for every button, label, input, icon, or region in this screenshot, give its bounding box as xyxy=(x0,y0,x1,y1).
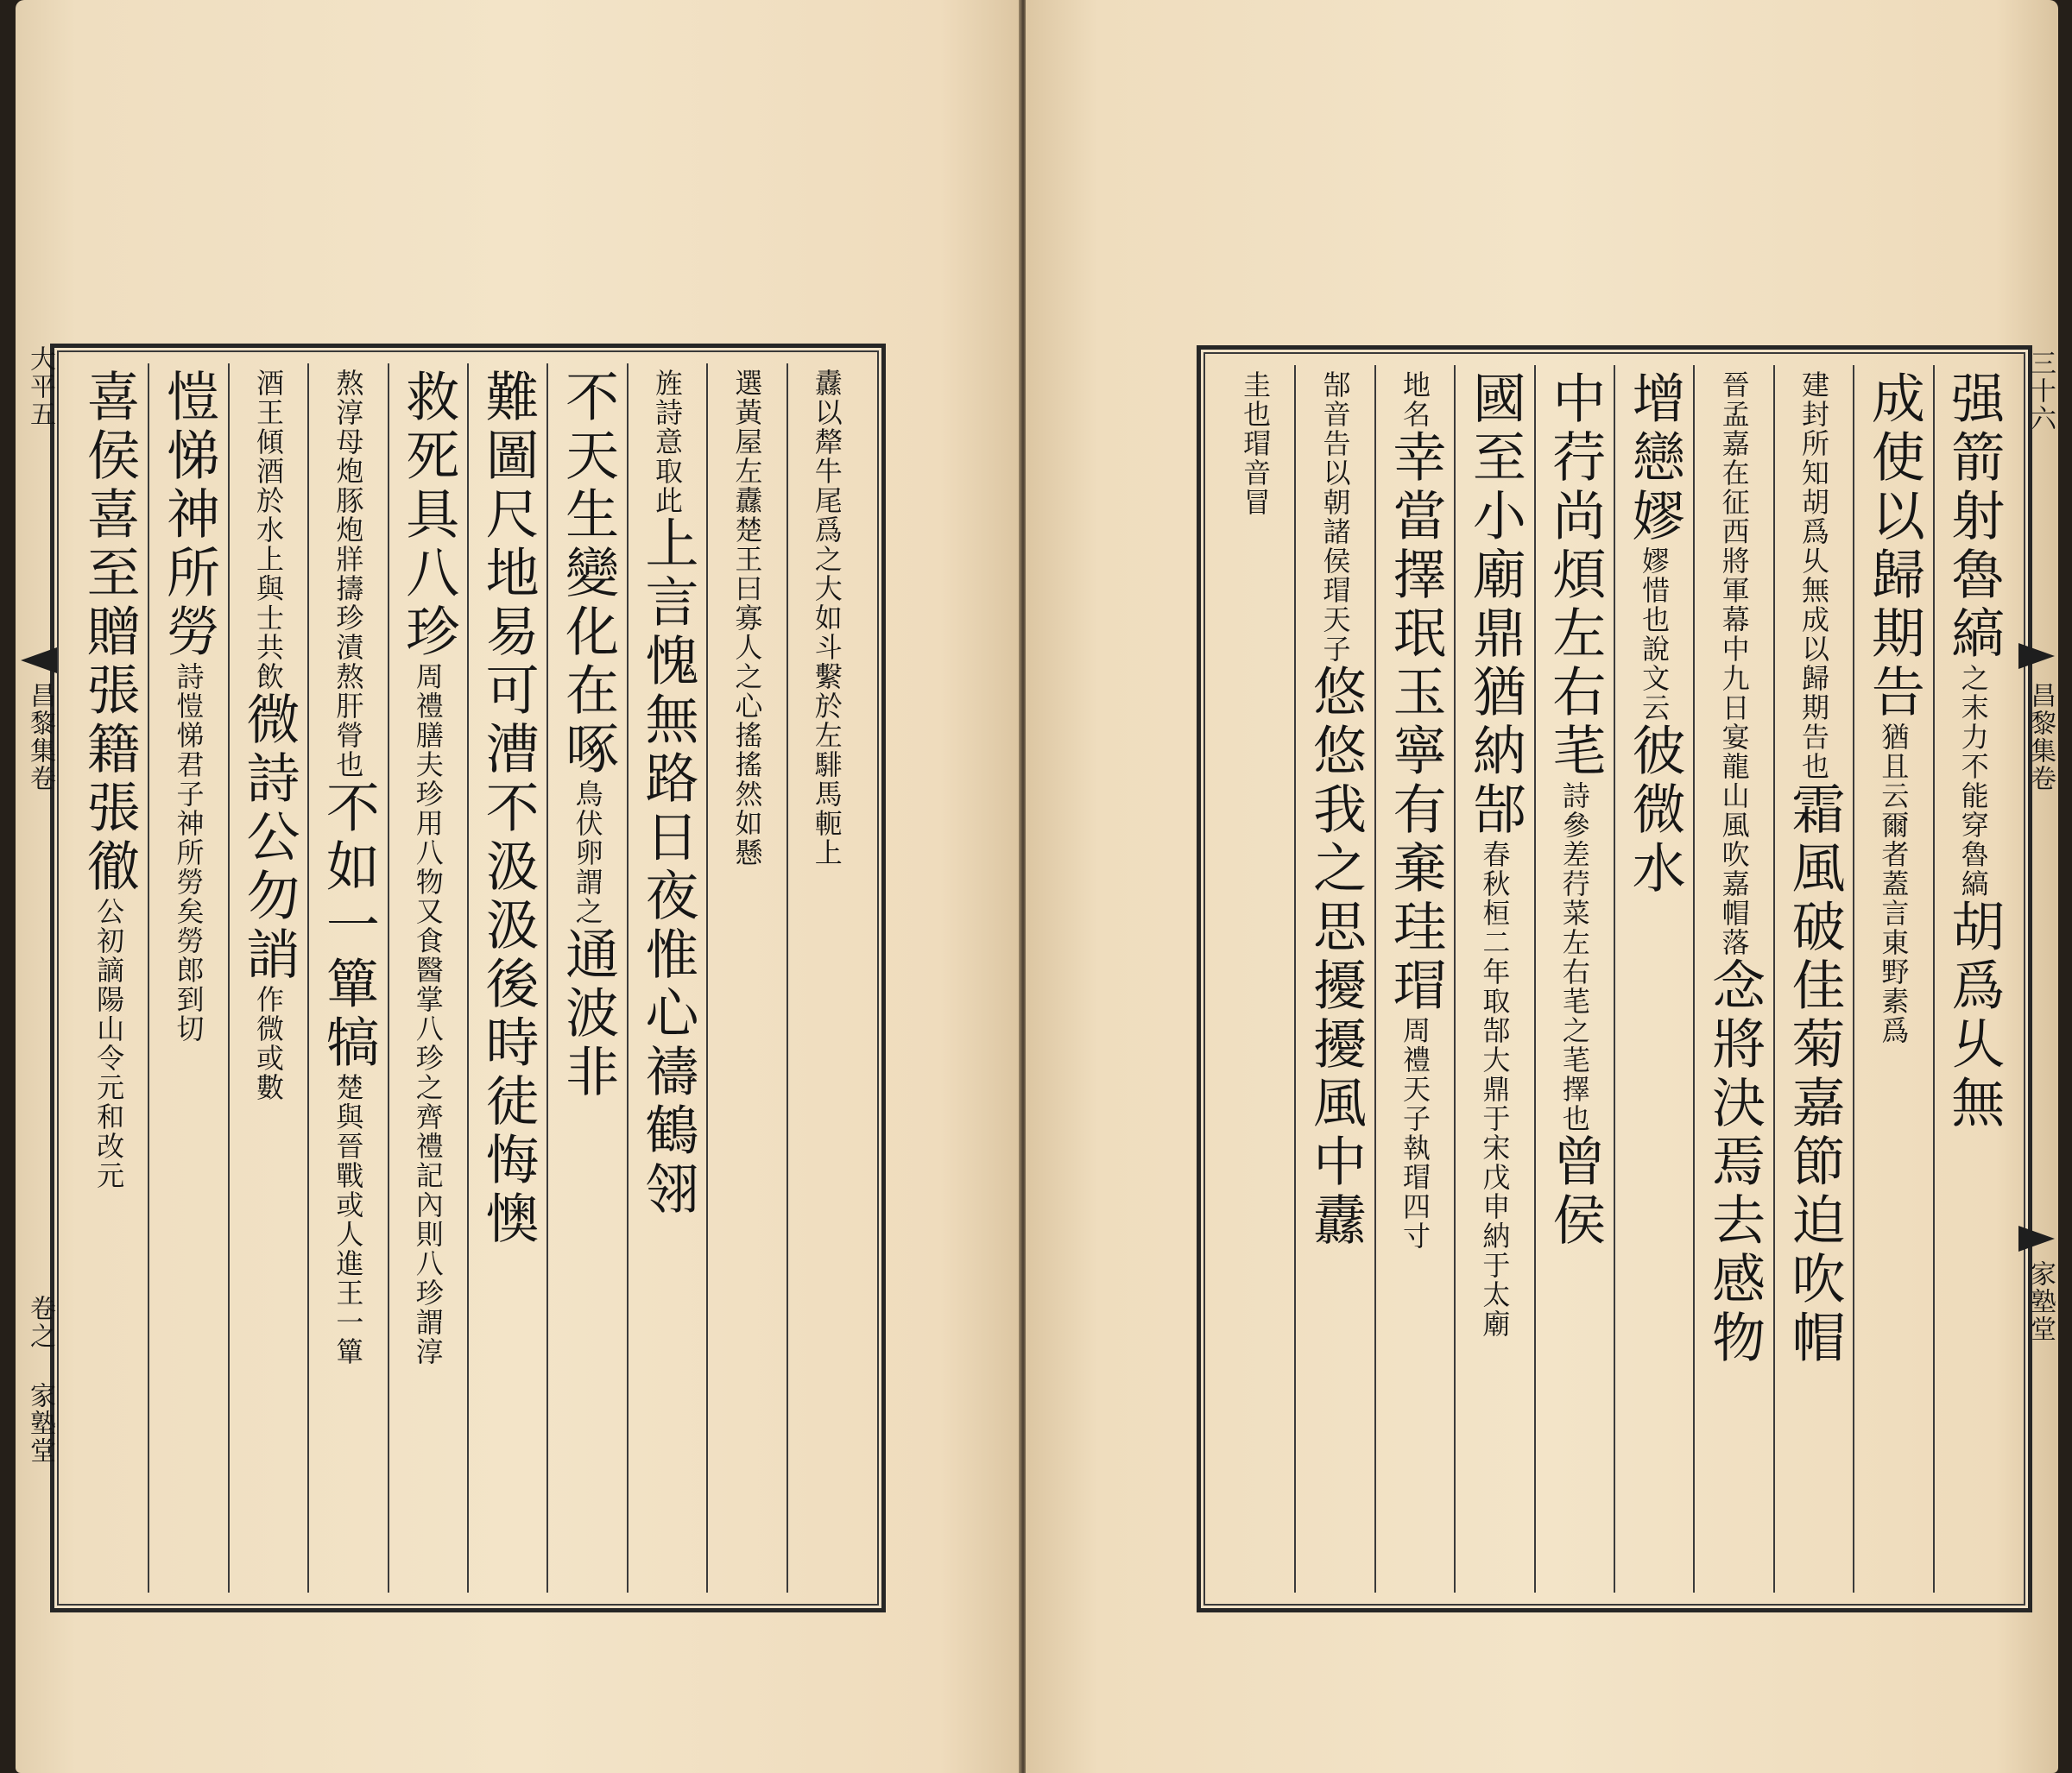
right-block-footer: 家塾堂 xyxy=(2025,1260,2056,1343)
commentary-text: 之末力不能穿魯縞 xyxy=(1956,664,1990,899)
commentary-text: 詩愷悌君子神所勞矣 xyxy=(172,662,205,926)
column-text xyxy=(1383,370,1447,1251)
commentary-text: 郜音告以朝諸侯瑁天子 xyxy=(1318,370,1352,664)
left-block-folio: 大平五 xyxy=(25,345,55,428)
commentary-text: 建封所知胡爲乆無成以歸期告也 xyxy=(1797,370,1830,781)
commentary-text: 晉孟嘉在征西將軍幕中九日宴龍山風吹嘉帽落 xyxy=(1717,370,1751,957)
commentary-text: 公初謫陽山令元和改元 xyxy=(92,897,126,1190)
commentary-text: 勞郎到切 xyxy=(172,926,205,1044)
text-column xyxy=(70,363,148,1593)
text-column xyxy=(1454,365,1533,1593)
main-text: 微詩公勿誚 xyxy=(237,691,300,985)
column-text xyxy=(635,369,699,1220)
commentary-text: 周禮膳夫珍用八物又食醫掌八珍之齊禮記內則八珍謂淳 xyxy=(411,662,445,1366)
column-text xyxy=(1623,370,1687,899)
main-text: 念將決焉去感物 xyxy=(1702,957,1766,1368)
main-text: 霜風破佳菊嘉節迫吹帽 xyxy=(1782,781,1846,1368)
text-column xyxy=(1693,365,1772,1593)
column-text xyxy=(1942,370,2006,1133)
commentary-text: 酒王傾酒於水上與士共飲 xyxy=(251,369,285,691)
right-block-title: 昌黎集卷 xyxy=(2025,682,2056,792)
main-text: 通波非 xyxy=(556,926,620,1102)
main-text: 不汲汲後時徒悔懊 xyxy=(477,779,540,1249)
commentary-text: 熬淳母炮豚炮牂擣珍漬熬肝膋也 xyxy=(332,369,365,779)
column-text xyxy=(477,369,540,1249)
main-text: 不天生變化在啄 xyxy=(556,369,620,779)
column-text xyxy=(78,369,142,1190)
right-fishtail-bottom xyxy=(2018,1226,2055,1252)
column-text xyxy=(810,369,843,868)
left-fishtail-top xyxy=(21,647,57,673)
right-fishtail-top xyxy=(2018,643,2055,669)
text-column xyxy=(1294,365,1374,1593)
main-text: 强箭射魯縞 xyxy=(1942,370,2006,664)
commentary-text: 春秋桓二年取郜大鼎于宋戊申納于太廟 xyxy=(1478,840,1512,1339)
commentary-text: 地名 xyxy=(1398,370,1431,429)
column-text xyxy=(556,369,620,1102)
main-text: 中荇尚煩左右芼 xyxy=(1543,370,1607,781)
column-text xyxy=(1239,370,1273,517)
column-text xyxy=(157,369,221,1044)
main-text: 成使以歸期告 xyxy=(1862,370,1926,722)
text-column xyxy=(1933,365,2012,1593)
column-text xyxy=(1782,370,1846,1368)
text-column xyxy=(1216,365,1294,1593)
right-text-frame xyxy=(1197,345,2032,1612)
main-text: 難圖尺地易可漕 xyxy=(477,369,540,779)
text-column xyxy=(228,363,307,1593)
main-text: 幸當擇珉玉寧有棄珪瑁 xyxy=(1383,429,1447,1016)
column-text xyxy=(317,369,381,1366)
text-column xyxy=(307,363,387,1593)
right-block-folio: 三十六 xyxy=(2025,350,2056,432)
text-column xyxy=(467,363,546,1593)
column-text xyxy=(730,369,764,868)
main-text: 救死具八珍 xyxy=(396,369,460,662)
text-column xyxy=(388,363,467,1593)
commentary-text: 詩參差荇菜左右芼之芼擇也 xyxy=(1557,781,1591,1133)
main-text: 上言愧無路日夜惟心禱鶴翎 xyxy=(635,515,699,1220)
commentary-text: 作微或數 xyxy=(251,985,285,1102)
left-columns xyxy=(70,363,866,1593)
column-text xyxy=(396,369,460,1366)
commentary-text: 旌詩意取此 xyxy=(650,369,684,515)
column-text xyxy=(1862,370,1926,1045)
text-column xyxy=(1773,365,1853,1593)
left-block-title: 昌黎集卷 xyxy=(25,682,55,792)
left-text-frame xyxy=(50,344,886,1612)
commentary-text: 嫪惜也說文云 xyxy=(1638,546,1671,722)
text-column xyxy=(1853,365,1932,1593)
commentary-text: 選黃屋左纛楚王曰寡人之心搖搖然如懸 xyxy=(730,369,764,868)
main-text: 胡爲乆無 xyxy=(1942,899,2006,1133)
commentary-text: 周禮天子執瑁四寸 xyxy=(1398,1016,1431,1251)
main-text: 國至小廟鼎猶納郜 xyxy=(1463,370,1527,840)
text-column xyxy=(1374,365,1454,1593)
column-text xyxy=(1304,370,1368,1251)
text-column xyxy=(1614,365,1693,1593)
commentary-text: 圭也瑁音冒 xyxy=(1239,370,1273,517)
commentary-text: 楚與晉戰或人進王一簞 xyxy=(332,1073,365,1366)
text-column xyxy=(546,363,626,1593)
text-column xyxy=(1534,365,1614,1593)
text-column xyxy=(148,363,227,1593)
main-text: 不如一簞犒 xyxy=(317,779,381,1073)
commentary-text: 纛以犛牛尾爲之大如斗繫於左騑馬軛上 xyxy=(810,369,843,868)
column-text xyxy=(1543,370,1607,1251)
main-text: 喜侯喜至贈張籍張徹 xyxy=(78,369,142,897)
text-column xyxy=(627,363,706,1593)
commentary-text: 猶且云爾者蓋言東野素爲 xyxy=(1877,722,1911,1045)
commentary-text: 鳥伏卵謂之 xyxy=(571,779,604,926)
text-column xyxy=(706,363,786,1593)
text-column xyxy=(786,363,866,1593)
main-text: 增戀嫪 xyxy=(1623,370,1687,546)
column-text xyxy=(1702,370,1766,1368)
left-block-footer: 卷之 家塾堂 xyxy=(25,1295,55,1465)
right-page xyxy=(1026,0,2058,1773)
main-text: 彼微水 xyxy=(1623,722,1687,899)
main-text: 愷悌神所勞 xyxy=(157,369,221,662)
main-text: 悠悠我之思擾擾風中纛 xyxy=(1304,664,1368,1251)
column-text xyxy=(1463,370,1527,1339)
main-text: 曾侯 xyxy=(1543,1133,1607,1251)
column-text xyxy=(237,369,300,1102)
left-page xyxy=(16,0,1020,1773)
right-columns xyxy=(1216,365,2012,1593)
